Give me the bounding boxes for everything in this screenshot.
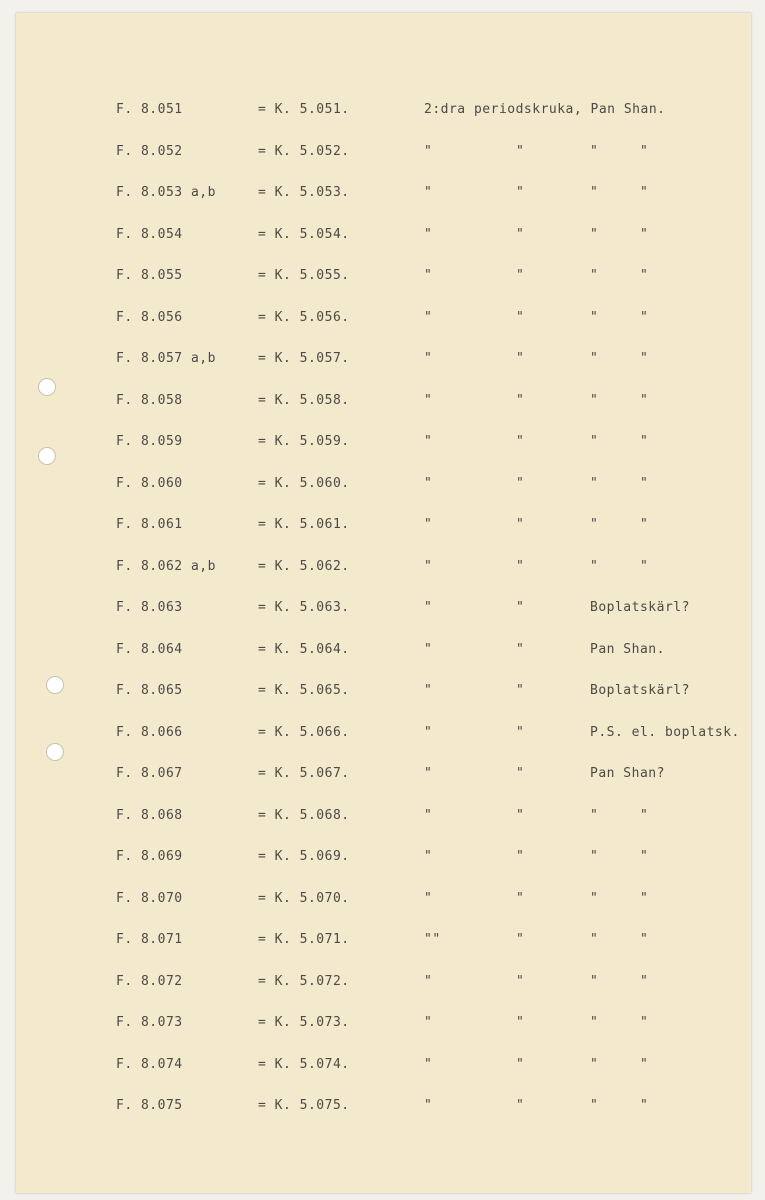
f-number: F. 8.074 bbox=[116, 1057, 183, 1072]
description-col-2: " bbox=[516, 849, 525, 864]
description-col-3: Boplatskärl? bbox=[590, 683, 690, 698]
description-col-1: " bbox=[424, 227, 433, 242]
description-col-4: " bbox=[640, 185, 649, 200]
description-col-1: 2:dra periodskruka, Pan Shan. bbox=[424, 102, 666, 117]
f-number: F. 8.072 bbox=[116, 974, 183, 989]
description-col-3: " bbox=[590, 351, 599, 366]
description-col-4: " bbox=[640, 227, 649, 242]
description-col-1: " bbox=[424, 268, 433, 283]
description-col-1: " bbox=[424, 891, 433, 906]
k-number: = K. 5.057. bbox=[258, 351, 350, 366]
f-number: F. 8.065 bbox=[116, 683, 183, 698]
f-number: F. 8.060 bbox=[116, 476, 183, 491]
k-number: = K. 5.070. bbox=[258, 891, 350, 906]
description-col-3: " bbox=[590, 517, 599, 532]
description-col-3: " bbox=[590, 185, 599, 200]
description-col-4: " bbox=[640, 1098, 649, 1113]
f-number: F. 8.067 bbox=[116, 766, 183, 781]
description-col-3: Boplatskärl? bbox=[590, 600, 690, 615]
f-number: F. 8.053 a,b bbox=[116, 185, 216, 200]
list-item bbox=[16, 102, 751, 122]
list-item bbox=[16, 808, 751, 828]
f-number: F. 8.061 bbox=[116, 517, 183, 532]
description-col-2: " bbox=[516, 185, 525, 200]
f-number: F. 8.071 bbox=[116, 932, 183, 947]
k-number: = K. 5.073. bbox=[258, 1015, 350, 1030]
description-col-4: " bbox=[640, 393, 649, 408]
description-col-1: " bbox=[424, 683, 433, 698]
k-number: = K. 5.064. bbox=[258, 642, 350, 657]
f-number: F. 8.068 bbox=[116, 808, 183, 823]
list-item bbox=[16, 932, 751, 952]
k-number: = K. 5.063. bbox=[258, 600, 350, 615]
k-number: = K. 5.052. bbox=[258, 144, 350, 159]
description-col-3: " bbox=[590, 268, 599, 283]
description-col-2: " bbox=[516, 227, 525, 242]
f-number: F. 8.064 bbox=[116, 642, 183, 657]
description-col-2: " bbox=[516, 974, 525, 989]
f-number: F. 8.058 bbox=[116, 393, 183, 408]
list-item bbox=[16, 310, 751, 330]
description-col-1: " bbox=[424, 766, 433, 781]
f-number: F. 8.075 bbox=[116, 1098, 183, 1113]
f-number: F. 8.066 bbox=[116, 725, 183, 740]
list-item bbox=[16, 849, 751, 869]
k-number: = K. 5.053. bbox=[258, 185, 350, 200]
description-col-1: " bbox=[424, 849, 433, 864]
k-number: = K. 5.059. bbox=[258, 434, 350, 449]
k-number: = K. 5.072. bbox=[258, 974, 350, 989]
description-col-4: " bbox=[640, 476, 649, 491]
list-item bbox=[16, 517, 751, 537]
description-col-3: " bbox=[590, 434, 599, 449]
description-col-1: "" bbox=[424, 932, 441, 947]
k-number: = K. 5.061. bbox=[258, 517, 350, 532]
f-number: F. 8.069 bbox=[116, 849, 183, 864]
description-col-3: " bbox=[590, 1057, 599, 1072]
f-number: F. 8.070 bbox=[116, 891, 183, 906]
description-col-2: " bbox=[516, 310, 525, 325]
list-item bbox=[16, 434, 751, 454]
k-number: = K. 5.051. bbox=[258, 102, 350, 117]
description-col-1: " bbox=[424, 144, 433, 159]
k-number: = K. 5.075. bbox=[258, 1098, 350, 1113]
k-number: = K. 5.074. bbox=[258, 1057, 350, 1072]
k-number: = K. 5.062. bbox=[258, 559, 350, 574]
description-col-4: " bbox=[640, 849, 649, 864]
description-col-2: " bbox=[516, 683, 525, 698]
description-col-3: " bbox=[590, 974, 599, 989]
description-col-2: " bbox=[516, 1098, 525, 1113]
description-col-4: " bbox=[640, 310, 649, 325]
f-number: F. 8.051 bbox=[116, 102, 183, 117]
description-col-2: " bbox=[516, 600, 525, 615]
f-number: F. 8.052 bbox=[116, 144, 183, 159]
description-col-2: " bbox=[516, 144, 525, 159]
list-item bbox=[16, 393, 751, 413]
list-item bbox=[16, 600, 751, 620]
description-col-4: " bbox=[640, 268, 649, 283]
f-number: F. 8.057 a,b bbox=[116, 351, 216, 366]
description-col-3: Pan Shan. bbox=[590, 642, 665, 657]
list-item bbox=[16, 227, 751, 247]
description-col-2: " bbox=[516, 642, 525, 657]
description-col-2: " bbox=[516, 559, 525, 574]
description-col-4: " bbox=[640, 144, 649, 159]
list-item bbox=[16, 642, 751, 662]
description-col-1: " bbox=[424, 974, 433, 989]
description-col-2: " bbox=[516, 891, 525, 906]
description-col-3: " bbox=[590, 891, 599, 906]
description-col-3: " bbox=[590, 808, 599, 823]
list-item bbox=[16, 1057, 751, 1077]
description-col-2: " bbox=[516, 1015, 525, 1030]
description-col-4: " bbox=[640, 351, 649, 366]
f-number: F. 8.059 bbox=[116, 434, 183, 449]
description-col-4: " bbox=[640, 932, 649, 947]
description-col-2: " bbox=[516, 268, 525, 283]
list-item bbox=[16, 766, 751, 786]
description-col-4: " bbox=[640, 891, 649, 906]
description-col-2: " bbox=[516, 1057, 525, 1072]
f-number: F. 8.062 a,b bbox=[116, 559, 216, 574]
list-item bbox=[16, 1098, 751, 1118]
description-col-3: " bbox=[590, 227, 599, 242]
k-number: = K. 5.067. bbox=[258, 766, 350, 781]
description-col-1: " bbox=[424, 393, 433, 408]
list-item bbox=[16, 891, 751, 911]
description-col-3: " bbox=[590, 559, 599, 574]
description-col-1: " bbox=[424, 185, 433, 200]
description-col-3: " bbox=[590, 310, 599, 325]
description-col-3: " bbox=[590, 144, 599, 159]
list-item bbox=[16, 559, 751, 579]
description-col-2: " bbox=[516, 517, 525, 532]
list-item bbox=[16, 185, 751, 205]
description-col-4: " bbox=[640, 434, 649, 449]
description-col-1: " bbox=[424, 1098, 433, 1113]
document-page bbox=[16, 13, 751, 1193]
description-col-4: " bbox=[640, 517, 649, 532]
description-col-1: " bbox=[424, 725, 433, 740]
description-col-1: " bbox=[424, 476, 433, 491]
description-col-2: " bbox=[516, 393, 525, 408]
description-col-1: " bbox=[424, 559, 433, 574]
description-col-2: " bbox=[516, 476, 525, 491]
list-item bbox=[16, 683, 751, 703]
description-col-3: " bbox=[590, 849, 599, 864]
description-col-4: " bbox=[640, 559, 649, 574]
description-col-2: " bbox=[516, 766, 525, 781]
k-number: = K. 5.065. bbox=[258, 683, 350, 698]
description-col-1: " bbox=[424, 351, 433, 366]
f-number: F. 8.056 bbox=[116, 310, 183, 325]
description-col-3: Pan Shan? bbox=[590, 766, 665, 781]
description-col-1: " bbox=[424, 600, 433, 615]
k-number: = K. 5.058. bbox=[258, 393, 350, 408]
list-item bbox=[16, 1015, 751, 1035]
list-item bbox=[16, 476, 751, 496]
description-col-3: " bbox=[590, 932, 599, 947]
description-col-3: " bbox=[590, 476, 599, 491]
description-col-4: " bbox=[640, 808, 649, 823]
description-col-2: " bbox=[516, 725, 525, 740]
description-col-1: " bbox=[424, 517, 433, 532]
description-col-1: " bbox=[424, 310, 433, 325]
description-col-4: " bbox=[640, 974, 649, 989]
description-col-4: " bbox=[640, 1057, 649, 1072]
k-number: = K. 5.071. bbox=[258, 932, 350, 947]
f-number: F. 8.055 bbox=[116, 268, 183, 283]
list-item bbox=[16, 974, 751, 994]
description-col-3: " bbox=[590, 1098, 599, 1113]
k-number: = K. 5.068. bbox=[258, 808, 350, 823]
description-col-3: P.S. el. boplatsk. bbox=[590, 725, 740, 740]
description-col-4: " bbox=[640, 1015, 649, 1030]
description-col-1: " bbox=[424, 434, 433, 449]
description-col-3: " bbox=[590, 393, 599, 408]
description-col-2: " bbox=[516, 434, 525, 449]
list-item bbox=[16, 351, 751, 371]
description-col-1: " bbox=[424, 1015, 433, 1030]
description-col-2: " bbox=[516, 808, 525, 823]
description-col-1: " bbox=[424, 1057, 433, 1072]
f-number: F. 8.063 bbox=[116, 600, 183, 615]
description-col-2: " bbox=[516, 351, 525, 366]
f-number: F. 8.073 bbox=[116, 1015, 183, 1030]
list-item bbox=[16, 144, 751, 164]
description-col-1: " bbox=[424, 642, 433, 657]
description-col-1: " bbox=[424, 808, 433, 823]
description-col-3: " bbox=[590, 1015, 599, 1030]
k-number: = K. 5.056. bbox=[258, 310, 350, 325]
k-number: = K. 5.066. bbox=[258, 725, 350, 740]
f-number: F. 8.054 bbox=[116, 227, 183, 242]
description-col-2: " bbox=[516, 932, 525, 947]
punch-hole-4 bbox=[46, 743, 64, 761]
list-item bbox=[16, 268, 751, 288]
k-number: = K. 5.054. bbox=[258, 227, 350, 242]
k-number: = K. 5.069. bbox=[258, 849, 350, 864]
k-number: = K. 5.055. bbox=[258, 268, 350, 283]
list-item bbox=[16, 725, 751, 745]
k-number: = K. 5.060. bbox=[258, 476, 350, 491]
